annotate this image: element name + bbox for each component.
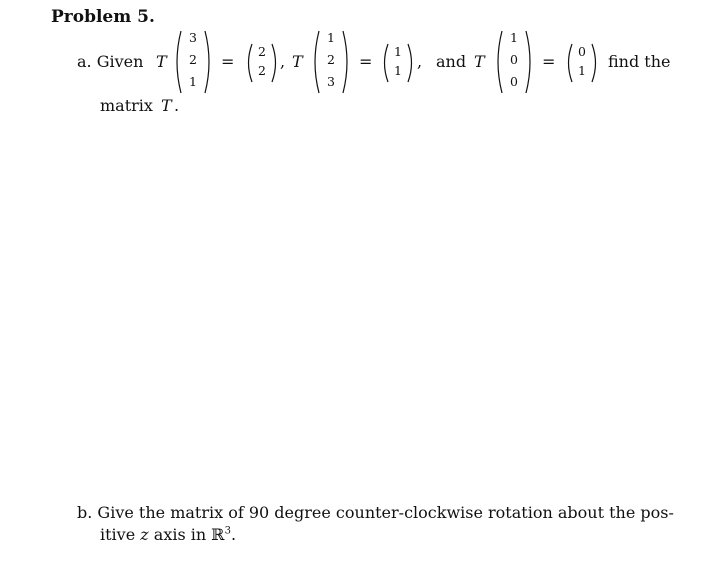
t-operator-3: T [474, 52, 485, 71]
comma-1: , [280, 52, 286, 71]
matrix-t-symbol: T [161, 96, 172, 115]
vector-w2-entry-2: 1 [394, 63, 402, 78]
part-b-line-2 [100, 525, 236, 544]
vector-v3-entry-3: 0 [510, 74, 518, 89]
part-b-line-1: b. Give the matrix of 90 degree counter-clockwise rotation about the pos- [77, 503, 674, 522]
vector-w1-entry-2: 2 [258, 63, 266, 78]
real-numbers-symbol: ℝ [211, 525, 225, 544]
equals-sign-1: = [221, 52, 235, 71]
vector-w1-entry-1: 2 [258, 44, 266, 59]
vector-v1-entry-1: 3 [189, 30, 197, 45]
comma-2: , [417, 52, 423, 71]
part-b-period: . [230, 525, 237, 544]
equals-sign-3: = [542, 52, 556, 71]
and-word: and [436, 52, 467, 71]
find-the-text: find the [608, 52, 671, 71]
matrix-period: . [174, 96, 180, 115]
t-operator-1: T [156, 52, 167, 71]
vector-v3-entry-2: 0 [510, 52, 518, 67]
vector-v2-entry-1: 1 [327, 30, 335, 45]
real-numbers-exponent: 3 [224, 525, 231, 537]
vector-w3-entry-1: 0 [578, 44, 586, 59]
part-a-label: a. Given [77, 52, 144, 71]
part-b-axis-in: axis in [153, 525, 207, 544]
part-b-itive: itive [100, 525, 136, 544]
vector-w2-entry-1: 1 [394, 44, 402, 59]
equals-sign-2: = [359, 52, 373, 71]
vector-v1-entry-2: 2 [189, 52, 197, 67]
vector-v3-entry-1: 1 [510, 30, 518, 45]
z-axis-symbol: z [140, 525, 149, 544]
vector-v1-entry-3: 1 [189, 74, 197, 89]
vector-v2-entry-3: 3 [327, 74, 335, 89]
vector-w3-entry-2: 1 [578, 63, 586, 78]
problem-title: Problem 5. [51, 7, 155, 27]
vector-v2-entry-2: 2 [327, 52, 335, 67]
t-operator-2: T [292, 52, 303, 71]
matrix-word: matrix [100, 96, 153, 115]
